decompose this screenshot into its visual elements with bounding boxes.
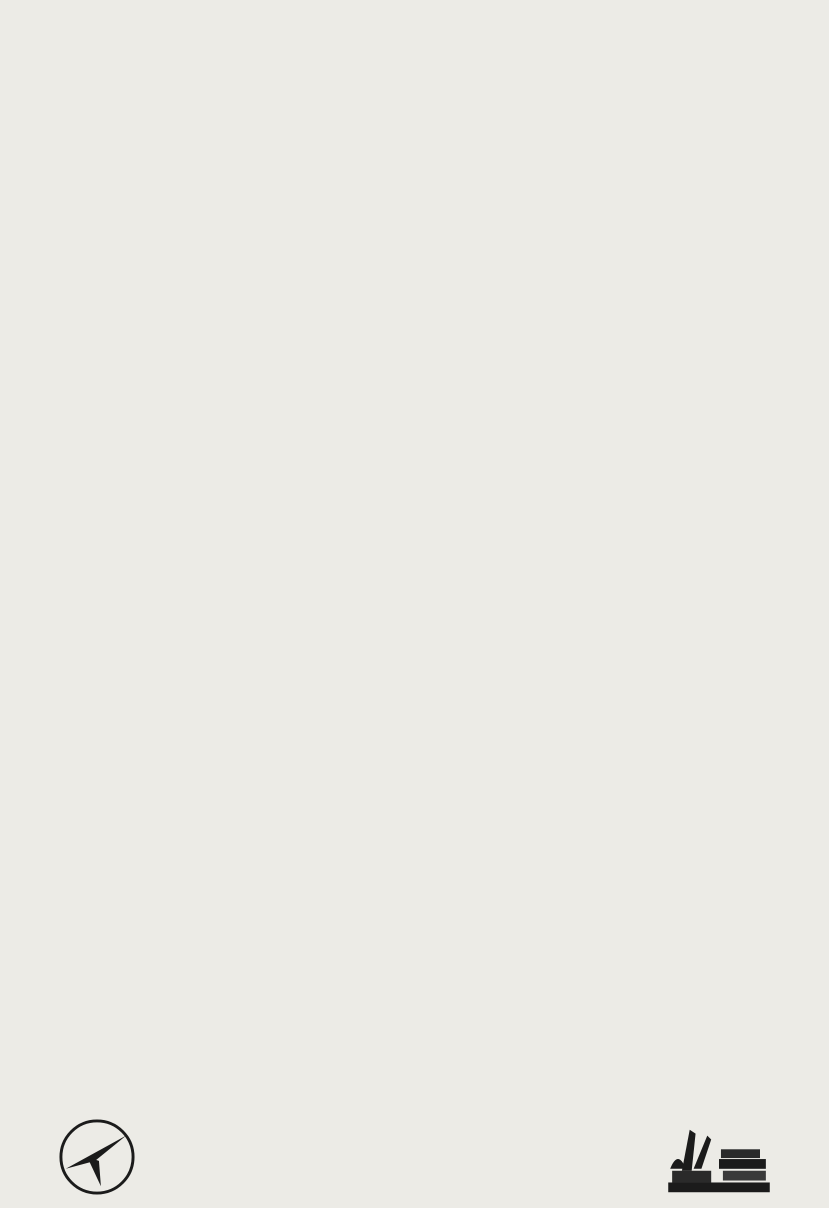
- school-logo-icon: [58, 1118, 136, 1196]
- books-inkwell-icon: [660, 1120, 778, 1202]
